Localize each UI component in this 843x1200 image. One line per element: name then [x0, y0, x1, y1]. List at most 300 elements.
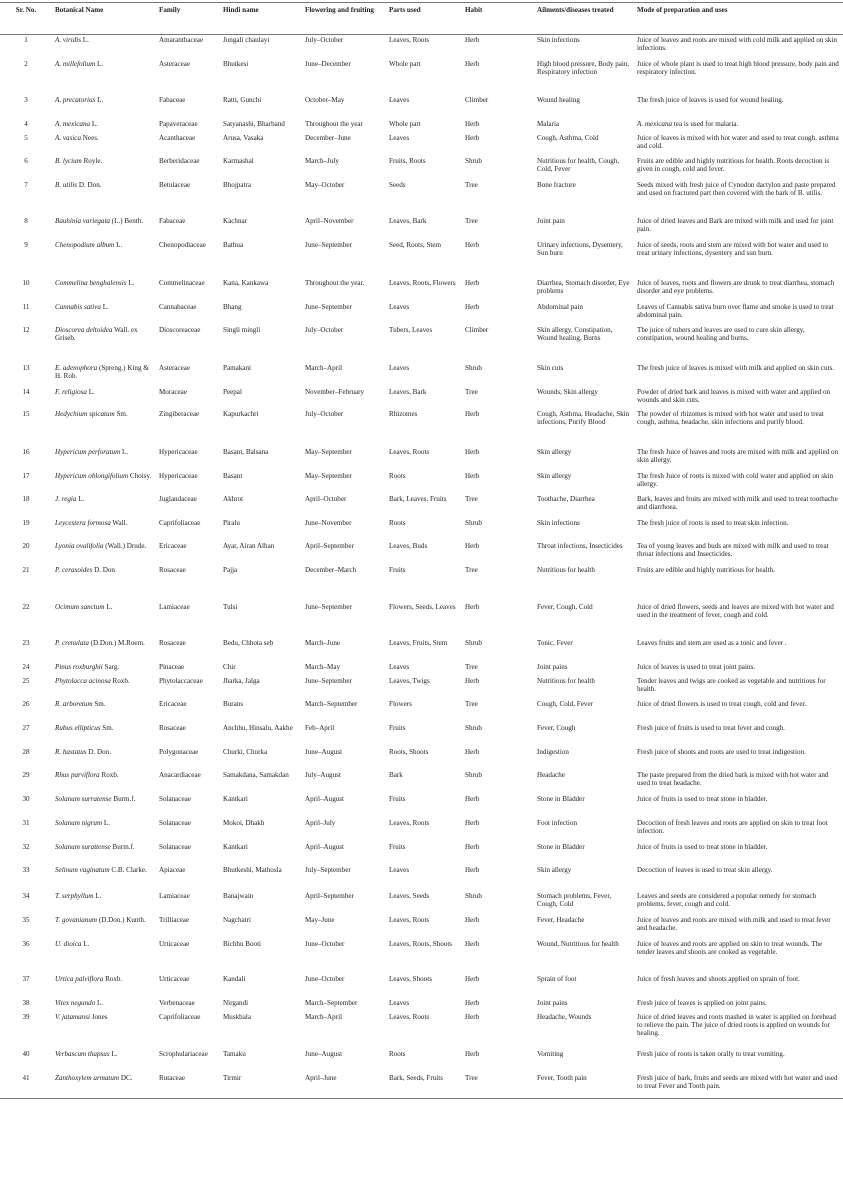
cell-ailments: Tonic, Fever: [537, 638, 573, 647]
cell-botanical-name: [52, 133, 156, 156]
cell-ailments: Cough, Cold, Fever: [537, 699, 593, 708]
cell-sr-no: 38: [22, 998, 30, 1007]
cell-mode: Juice of fruits is used to treat stone in bladder.: [637, 794, 768, 803]
cell-habit: Shrub: [465, 770, 482, 779]
cell-ailments: Abdominal pain: [537, 302, 583, 311]
cell-habit: Tree: [465, 494, 478, 503]
cell-botanical-name: [52, 818, 156, 842]
author-citation: D. Don: [94, 565, 115, 574]
author-citation: Choisy.: [129, 471, 152, 480]
cell-parts-used: Fruits: [389, 723, 406, 732]
species-name: Hypericum perforatum: [55, 447, 121, 456]
cell-parts-used: Tubers, Leaves: [389, 325, 433, 334]
cell-habit: Herb: [465, 794, 480, 803]
cell-parts-used: Leaves, Buds: [389, 541, 428, 550]
cell-flowering: April–August: [305, 842, 345, 851]
cell-sr-no: 7: [24, 180, 28, 189]
cell-mode: Fresh juice of fruits is used to treat fever and cough.: [637, 723, 785, 732]
ethnobotanical-table: [0, 2, 843, 1099]
table-row: [0, 939, 843, 974]
cell-mode: Fruits are edible and highly nutritious for health.: [637, 565, 775, 574]
table-row: [0, 541, 843, 565]
cell-habit: Herb: [465, 133, 480, 142]
cell-parts-used: Fruits: [389, 794, 406, 803]
cell-flowering: April–September: [305, 541, 354, 550]
cell-sr-no: 35: [22, 915, 30, 924]
cell-ailments: Wounds, Skin allergy: [537, 387, 598, 396]
author-citation: Burm.f.: [112, 842, 135, 851]
author-citation: L.: [111, 1049, 118, 1058]
cell-family: Cannabaceae: [159, 302, 197, 311]
species-name: Dioscorea deltoidea: [55, 325, 113, 334]
species-name: Cannabis sativa: [55, 302, 101, 311]
species-name: Zanthoxylem armatum: [55, 1073, 120, 1082]
species-name: V. jatamansi: [55, 1012, 90, 1021]
cell-mode: The paste prepared from the dried bark is mixed with hot water and used to treat headache.: [637, 770, 829, 787]
header-botanical-name: Botanical Name: [52, 3, 156, 35]
cell-habit: Herb: [465, 818, 480, 827]
header-sr-no: Sr. No.: [0, 3, 52, 35]
cell-habit: Tree: [465, 662, 478, 671]
cell-parts-used: Leaves, Roots: [389, 447, 430, 456]
cell-flowering: April–October: [305, 494, 347, 503]
species-name: Leycestera formosa: [55, 518, 111, 527]
species-name: Ocimum sanctum: [55, 602, 105, 611]
author-citation: D. Don.: [78, 180, 102, 189]
cell-family: Dioscoreaceae: [159, 325, 201, 334]
cell-mode: Leaves of Cannabis sativa burn over flame and smoke is used to treat abdominal pain.: [637, 302, 834, 319]
cell-sr-no: 17: [22, 471, 30, 480]
cell-mode: Juice of fruits is used to treat stone in bladder.: [637, 842, 768, 851]
cell-hindi-name: Muskbala: [223, 1012, 251, 1021]
cell-botanical-name: [52, 662, 156, 676]
author-citation: D. Don.: [88, 747, 111, 756]
cell-family: Asteraceae: [159, 363, 191, 372]
species-name: Lyonia ovalifolia: [55, 541, 104, 550]
table-row: [0, 891, 843, 915]
cell-ailments: Toothache, Diarrhea: [537, 494, 595, 503]
table-row: [0, 95, 843, 119]
cell-parts-used: Roots, Shoots: [389, 747, 429, 756]
cell-flowering: April–July: [305, 818, 336, 827]
table-row: [0, 770, 843, 794]
cell-mode: Juice of whole plant is used to treat high blood pressure, body pain and respiratory infection.: [637, 59, 839, 76]
cell-family: Ericaceae: [159, 541, 187, 550]
cell-habit: Herb: [465, 676, 480, 685]
species-name: F. religiosa: [55, 387, 87, 396]
cell-ailments: Stone in Bladder: [537, 842, 585, 851]
cell-sr-no: 19: [22, 518, 30, 527]
cell-parts-used: Leaves, Roots: [389, 818, 430, 827]
cell-habit: Herb: [465, 1012, 480, 1021]
cell-habit: Shrub: [465, 891, 482, 900]
cell-ailments: Skin infections: [537, 518, 580, 527]
cell-flowering: July–October: [305, 409, 344, 418]
author-citation: Wall.: [112, 518, 128, 527]
cell-ailments: Throat infections, Insecticides: [537, 541, 623, 550]
cell-hindi-name: Mokoi, Dhakh: [223, 818, 265, 827]
species-name: B. utilis: [55, 180, 78, 189]
cell-ailments: Nutritious for health, Cough, Cold, Fever: [537, 156, 620, 173]
species-name: A. precatorius: [55, 95, 96, 104]
cell-mode: Juice of dried flowers is used to treat cough, cold and fever.: [637, 699, 807, 708]
cell-botanical-name: [52, 865, 156, 891]
cell-mode: Fruits are edible and highly nutritious for health. Roots decoction is given in cough, cold and fever.: [637, 156, 830, 173]
header-ailments: Ailments/diseases treated: [534, 3, 634, 35]
cell-ailments: Joint pains: [537, 998, 568, 1007]
cell-ailments: Skin allergy: [537, 865, 572, 874]
table-row: [0, 818, 843, 842]
table-row: [0, 119, 843, 133]
cell-habit: Climber: [465, 95, 489, 104]
cell-ailments: Cough, Asthma, Headache, Skin infections, Purify Blood: [537, 409, 630, 426]
table-body: [0, 35, 843, 1099]
species-name: Urtica palviflora: [55, 974, 104, 983]
cell-habit: Tree: [462, 1073, 534, 1099]
species-name: Hypericum oblongifolium: [55, 471, 129, 480]
table-row: [0, 494, 843, 518]
cell-parts-used: Bark: [389, 770, 403, 779]
cell-flowering: December–June: [305, 133, 351, 142]
cell-sr-no: 16: [22, 447, 30, 456]
cell-sr-no: 20: [22, 541, 30, 550]
cell-hindi-name: Burans: [223, 699, 244, 708]
cell-mode: [634, 119, 843, 133]
cell-habit: Tree: [465, 387, 478, 396]
table-row: [0, 565, 843, 602]
table-row: [0, 447, 843, 471]
cell-ailments: Headache, Wounds: [537, 1012, 592, 1021]
author-citation: L.: [97, 998, 104, 1007]
cell-flowering: May–September: [305, 471, 352, 480]
cell-botanical-name: [52, 447, 156, 471]
cell-botanical-name: [52, 471, 156, 494]
author-citation: (D.Don.) M.Roem.: [90, 638, 145, 647]
cell-hindi-name: Banajwain: [223, 891, 254, 900]
species-name: Vitex negundo: [55, 998, 96, 1007]
cell-hindi-name: Kachnar: [223, 216, 248, 225]
cell-hindi-name: Singli mingli: [223, 325, 261, 334]
cell-habit: Tree: [465, 565, 478, 574]
cell-botanical-name: [52, 638, 156, 662]
cell-habit: Herb: [465, 974, 480, 983]
cell-sr-no: 10: [22, 278, 30, 287]
author-citation: (Wall.) Drude.: [105, 541, 147, 550]
cell-flowering: July–October: [305, 36, 344, 44]
table-row: [0, 156, 843, 180]
cell-parts-used: Leaves, Bark: [389, 216, 427, 225]
cell-botanical-name: [52, 602, 156, 638]
author-citation: L.: [106, 602, 113, 611]
species-name: A. vasica: [55, 133, 82, 142]
cell-sr-no: 5: [24, 133, 28, 142]
cell-botanical-name: [52, 240, 156, 278]
cell-sr-no: 36: [22, 939, 30, 948]
cell-flowering: April–September: [305, 891, 354, 900]
cell-hindi-name: Bhojpatra: [223, 180, 251, 189]
cell-parts-used: Leaves, Twigs: [389, 676, 430, 685]
cell-family: Solanaceae: [159, 794, 191, 803]
author-citation: Nees.: [82, 133, 99, 142]
cell-mode: Juice of dried leaves and roots mashed in water is applied on forehead to relieve the pain. The juice of dried roots is applied on wounds for healing.: [637, 1012, 836, 1038]
cell-parts-used: Roots: [389, 1049, 406, 1058]
cell-mode: Fresh juice of leaves is applied on joint pains.: [637, 998, 767, 1007]
cell-flowering: March–July: [305, 156, 339, 165]
author-citation: L.: [102, 302, 109, 311]
cell-family: Papaveraceae: [159, 119, 198, 128]
species-name: Chenopodium album: [55, 240, 115, 249]
cell-botanical-name: [52, 216, 156, 240]
cell-habit: Herb: [465, 471, 480, 480]
cell-parts-used: Leaves, Shoots: [389, 974, 432, 983]
cell-sr-no: 30: [22, 794, 30, 803]
species-name: Verbascum thapsus: [55, 1049, 110, 1058]
author-citation: Sm.: [94, 699, 106, 708]
cell-sr-no: 3: [24, 95, 28, 104]
cell-ailments: Nutritious for health: [537, 565, 595, 574]
cell-mode: Seeds mixed with fresh juice of Cynodon dactylon and paste prepared and used on fractured part then covered with the bark of B. utilis.: [637, 180, 836, 197]
cell-parts-used: Leaves, Roots: [389, 915, 430, 924]
cell-habit: Tree: [465, 216, 478, 225]
cell-parts-used: Rhizomes: [389, 409, 418, 418]
cell-flowering: October–May: [305, 95, 345, 104]
cell-botanical-name: [52, 1049, 156, 1073]
cell-flowering: July–October: [305, 325, 344, 334]
cell-mode: Leaves fruits and stem are used as a tonic and fever .: [637, 638, 787, 647]
cell-botanical-name: [52, 770, 156, 794]
cell-ailments: Diarrhea, Stomach disorder, Eye problems: [537, 278, 630, 295]
cell-flowering: July–August: [305, 770, 341, 779]
cell-flowering: June–August: [305, 747, 343, 756]
cell-mode: Juice of leaves is mixed with hot water and used to treat cough, asthma and cold.: [637, 133, 839, 150]
cell-hindi-name: Kantkari: [223, 842, 248, 851]
cell-botanical-name: [52, 180, 156, 216]
author-citation: (Spreng.) King & H. Rob.: [55, 363, 149, 380]
cell-hindi-name: Churki, Churka: [223, 747, 268, 756]
table-row: [0, 1073, 843, 1099]
cell-family: Acanthaceae: [159, 133, 196, 142]
cell-habit: Climber: [465, 325, 489, 334]
author-citation: Burm.f.: [113, 794, 136, 803]
cell-sr-no: 15: [22, 409, 30, 418]
cell-mode: Decoction of fresh leaves and roots are applied on skin to treat foot infection.: [637, 818, 828, 835]
cell-family: Apiaceae: [159, 865, 186, 874]
cell-botanical-name: [52, 842, 156, 865]
cell-sr-no: 40: [22, 1049, 30, 1058]
table-row: [0, 59, 843, 95]
cell-sr-no: 14: [22, 387, 30, 396]
header-hindi-name: Hindi name: [220, 3, 302, 35]
cell-parts-used: Whole part: [389, 119, 421, 128]
species-name: A. millefolium: [55, 59, 96, 68]
cell-habit: Shrub: [465, 518, 482, 527]
table-row: [0, 1049, 843, 1073]
cell-family: Fabaceae: [159, 216, 186, 225]
cell-parts-used: Leaves, Roots, Flowers: [389, 278, 456, 287]
cell-botanical-name: [52, 747, 156, 770]
table-row: [0, 638, 843, 662]
cell-flowering: November–February: [305, 387, 365, 396]
cell-family: Commelinaceae: [159, 278, 205, 287]
cell-habit: Tree: [465, 699, 478, 708]
cell-flowering: May–October: [305, 180, 345, 189]
cell-parts-used: Fruits, Roots: [389, 156, 426, 165]
author-citation: Sm.: [116, 409, 128, 418]
cell-botanical-name: [52, 325, 156, 363]
species-name: Phytolacca acinosa: [55, 676, 111, 685]
cell-habit: Shrub: [465, 156, 482, 165]
cell-hindi-name: Satyanashi, Bharband: [223, 119, 285, 128]
cell-flowering: December–March: [305, 565, 357, 574]
cell-hindi-name: Bichhu Booti: [223, 939, 262, 948]
species-name: Selinum vaginatum: [55, 865, 110, 874]
cell-parts-used: Leaves: [389, 662, 410, 671]
cell-botanical-name: [52, 35, 156, 59]
cell-parts-used: Leaves: [389, 95, 410, 104]
cell-sr-no: 11: [22, 302, 30, 311]
cell-sr-no: 1: [24, 36, 28, 44]
cell-ailments: Stomach problems, Fever, Cough, Cold: [537, 891, 612, 908]
species-name: T. serphyllum: [55, 891, 94, 900]
cell-ailments: Fever, Cough, Cold: [537, 602, 593, 611]
author-citation: Wall. ex Griseb.: [55, 325, 138, 342]
table-row: [0, 1012, 843, 1049]
author-citation: L.: [122, 447, 129, 456]
author-citation: Jones: [91, 1012, 108, 1021]
author-citation: L.: [82, 36, 89, 44]
cell-botanical-name: [52, 565, 156, 602]
cell-family: Hypericaceae: [159, 447, 198, 456]
species-name: U. dioica: [55, 939, 82, 948]
species-name: Commelina benghalensis: [55, 278, 127, 287]
cell-mode: Tender leaves and twigs are cooked as vegetable and nutritious for health.: [637, 676, 826, 693]
cell-flowering: June–September: [305, 602, 352, 611]
table-row: [0, 865, 843, 891]
species-name: E. adenophora: [55, 363, 98, 372]
cell-parts-used: Leaves, Roots: [389, 36, 430, 44]
cell-mode: Juice of fresh leaves and shoots applied on sprain of foot.: [637, 974, 800, 983]
species-name: B. lycium: [55, 156, 82, 165]
header-family: Family: [156, 3, 220, 35]
cell-ailments: Foot infection: [537, 818, 577, 827]
cell-botanical-name: [52, 363, 156, 387]
cell-hindi-name: Bhang: [223, 302, 242, 311]
cell-hindi-name: Bhutkesi: [223, 59, 249, 68]
cell-botanical-name: [52, 974, 156, 998]
cell-mode: Juice of dried leaves and Bark are mixed with milk and used for joint pain.: [637, 216, 834, 233]
cell-sr-no: 41: [0, 1073, 52, 1099]
table-row: [0, 35, 843, 59]
cell-hindi-name: Jungali chaulayi: [223, 36, 270, 44]
cell-habit: Herb: [465, 447, 480, 456]
cell-habit: Herb: [465, 59, 480, 68]
cell-hindi-name: Chir: [223, 662, 236, 671]
cell-mode: Juice of leaves and roots are mixed with milk and used to treat fever and headache.: [637, 915, 831, 932]
cell-family: Betulaceae: [159, 180, 191, 189]
cell-ailments: Urinary infections, Dysentery, Sun burn: [537, 240, 623, 257]
cell-sr-no: 34: [22, 891, 30, 900]
table-row: [0, 518, 843, 541]
cell-sr-no: 22: [22, 602, 30, 611]
cell-flowering: July–September: [305, 865, 351, 874]
cell-ailments: Skin cuts: [537, 363, 564, 372]
cell-hindi-name: Karmashal: [223, 156, 254, 165]
cell-ailments: Headache: [537, 770, 565, 779]
cell-parts-used: Flowers, Seeds, Leaves: [389, 602, 456, 611]
cell-family: Urticaceae: [159, 974, 190, 983]
cell-botanical-name: [52, 891, 156, 915]
table-row: [0, 240, 843, 278]
cell-hindi-name: Bedu, Chhota seb: [223, 638, 274, 647]
cell-family: Urticaceae: [159, 939, 190, 948]
cell-parts-used: Roots: [389, 518, 406, 527]
cell-mode: The fresh Juice of leaves and roots are mixed with milk and applied on skin allergy.: [637, 447, 839, 464]
cell-hindi-name: Kana, Kankawa: [223, 278, 269, 287]
cell-mode: Juice of leaves and roots are applied on skin to treat wounds. The tender leaves and shoots are cooked as vegetable.: [637, 939, 823, 956]
cell-habit: Herb: [465, 602, 480, 611]
cell-hindi-name: Basant, Balsana: [223, 447, 269, 456]
cell-sr-no: 18: [22, 494, 30, 503]
cell-family: Caprifoliaceae: [159, 1012, 201, 1021]
cell-family: Solanaceae: [159, 818, 191, 827]
header-flowering: Flowering and fruiting: [302, 3, 386, 35]
cell-mode: The powder of rhizomes is mixed with hot water and used to treat cough, asthma, headache, skin infections and purify blood.: [637, 409, 824, 426]
cell-flowering: Throughout the year.: [305, 278, 365, 287]
cell-family: Rosaceae: [159, 565, 186, 574]
species-name: Solanum nigrum: [55, 818, 103, 827]
cell-family: Verbenaceae: [159, 998, 195, 1007]
cell-sr-no: 21: [22, 565, 30, 574]
cell-mode: Fresh juice of roots is taken orally to treat vomiting.: [637, 1049, 785, 1058]
author-citation: C.B. Clarke.: [111, 865, 147, 874]
table-row: [0, 602, 843, 638]
author-citation: L.: [128, 278, 135, 287]
cell-hindi-name: Arusa, Vasaka: [223, 133, 264, 142]
cell-parts-used: Bark, Seeds, Fruits: [386, 1073, 462, 1099]
cell-habit: Herb: [465, 36, 480, 44]
cell-parts-used: Roots: [389, 471, 406, 480]
table-row: [0, 747, 843, 770]
author-citation: (L.) Benth.: [111, 216, 144, 225]
cell-flowering: March–April: [305, 363, 343, 372]
cell-hindi-name: Anchhu, Hinsalu, Aakhe: [223, 723, 293, 732]
cell-mode: Juice of dried flowers, seeds and leaves are mixed with hot water and used in the treatment of fever, cough and cold.: [637, 602, 834, 619]
cell-family: Fabaceae: [159, 95, 186, 104]
table-row: [0, 216, 843, 240]
cell-flowering: March–September: [305, 699, 358, 708]
cell-botanical-name: [52, 387, 156, 409]
cell-ailments: Fever, Cough: [537, 723, 576, 732]
cell-botanical-name: [52, 915, 156, 939]
table-row: [0, 662, 843, 676]
cell-sr-no: 2: [24, 59, 28, 68]
cell-sr-no: 23: [22, 638, 30, 647]
cell-mode: The fresh juice of leaves is mixed with milk and applied on skin cuts.: [637, 363, 835, 372]
cell-parts-used: Seed, Roots, Stem: [389, 240, 442, 249]
cell-sr-no: 12: [22, 325, 30, 334]
cell-family: Polygonaceae: [159, 747, 199, 756]
cell-sr-no: 32: [22, 842, 30, 851]
cell-parts-used: Leaves, Seeds: [389, 891, 430, 900]
cell-hindi-name: Kandali: [223, 974, 246, 983]
cell-flowering: Feb–April: [305, 723, 335, 732]
cell-flowering: April–November: [305, 216, 354, 225]
cell-hindi-name: Kapurkachri: [223, 409, 259, 418]
cell-sr-no: 13: [22, 363, 30, 372]
cell-flowering: May–June: [305, 915, 335, 924]
species-name: Rubus ellipticus: [55, 723, 101, 732]
table-row: [0, 915, 843, 939]
